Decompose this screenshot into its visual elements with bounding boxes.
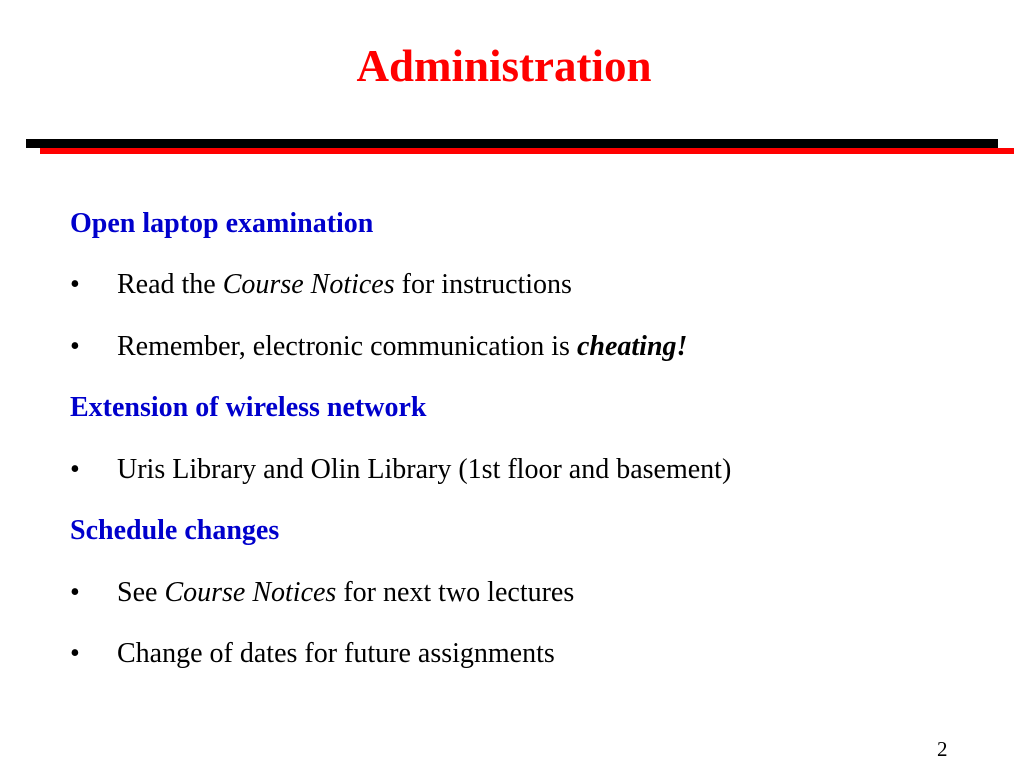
- bullet-marker: •: [70, 454, 80, 485]
- title-rule-red: [40, 148, 1014, 154]
- course-notices-emphasis: Course Notices: [164, 577, 337, 608]
- bullet-text: [117, 330, 687, 364]
- bullet-marker: •: [70, 638, 80, 669]
- title-rule-black: [26, 139, 998, 148]
- bullet-text-pre: Remember, electronic communication is: [117, 331, 577, 362]
- bullet-text: [117, 268, 572, 302]
- section-heading-wireless-network: Extension of wireless network: [70, 392, 427, 423]
- page-number: 2: [937, 737, 948, 761]
- slide-title: Administration: [356, 41, 652, 91]
- bullet-text: [117, 576, 574, 610]
- bullet-marker: •: [70, 269, 80, 300]
- bullet-marker: •: [70, 331, 80, 362]
- bullet-text: Uris Library and Olin Library (1st floor and basement): [117, 454, 732, 485]
- bullet-text-pre: See: [117, 577, 165, 608]
- cheating-emphasis: cheating!: [576, 331, 688, 362]
- bullet-marker: •: [70, 577, 80, 608]
- section-heading-schedule-changes: Schedule changes: [70, 515, 280, 546]
- course-notices-emphasis: Course Notices: [222, 269, 395, 300]
- bullet-text-pre: Read the: [117, 269, 223, 300]
- bullet-text-post: for instructions: [394, 269, 572, 300]
- bullet-text: Change of dates for future assignments: [117, 638, 555, 669]
- bullet-text-post: for next two lectures: [336, 577, 575, 608]
- section-heading-open-laptop-examination: Open laptop examination: [70, 208, 374, 239]
